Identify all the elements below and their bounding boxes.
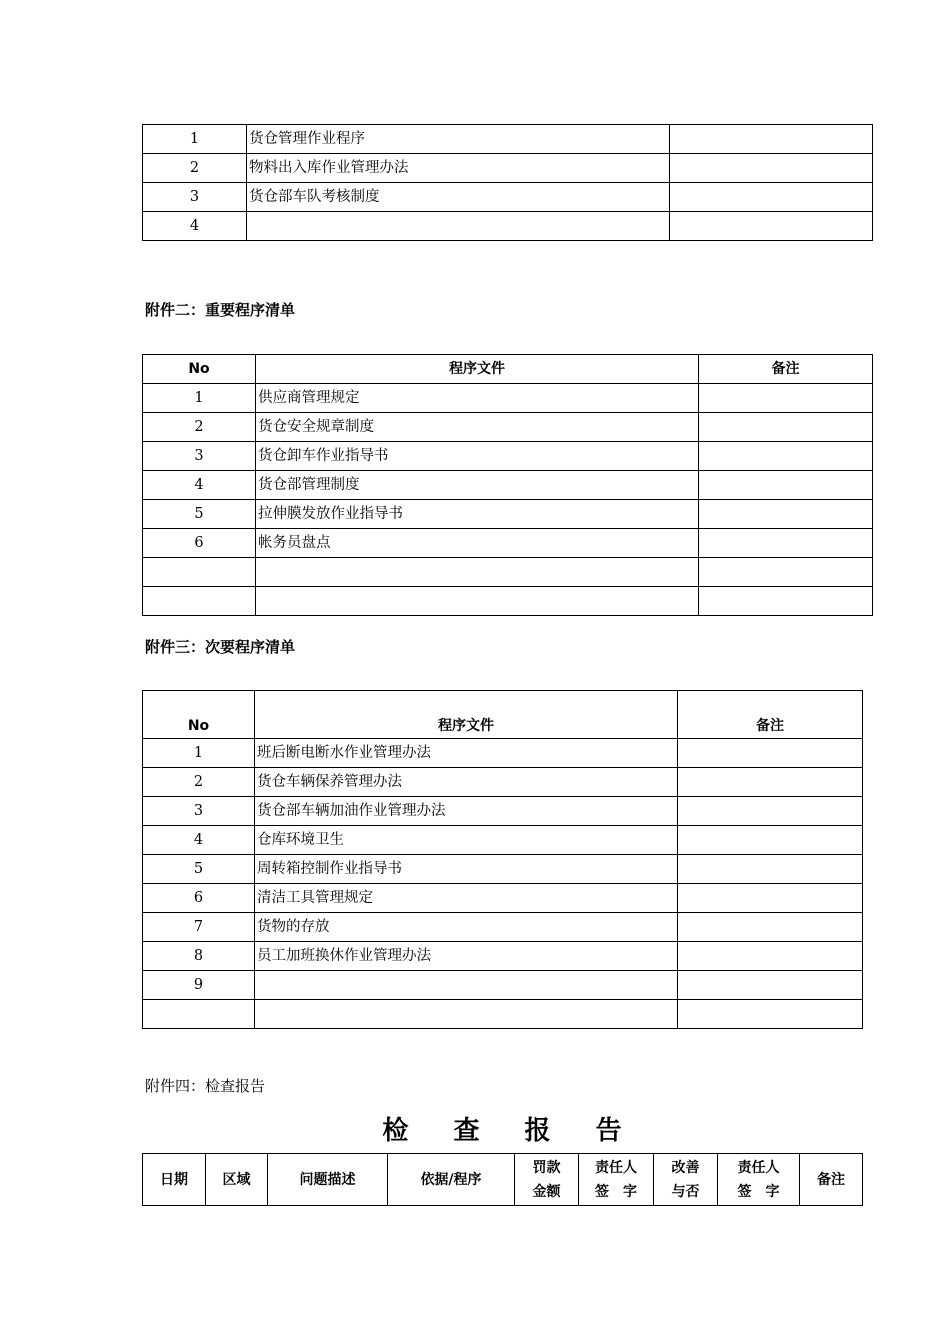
appendix4-heading: 附件四：检查报告 — [145, 1077, 266, 1095]
responsible2-label-line1: 责任人 — [737, 1159, 780, 1176]
procedure-name: 班后断电断水作业管理办法 — [255, 739, 678, 768]
table-row — [143, 768, 863, 797]
procedure-name: 物料出入库作业管理办法 — [247, 154, 670, 183]
responsible-label-line1: 责任人 — [595, 1159, 637, 1176]
row-number: 4 — [143, 826, 255, 855]
row-note — [699, 384, 873, 413]
row-note — [699, 529, 873, 558]
table-row — [143, 1000, 863, 1029]
inspection-report-table — [142, 1153, 863, 1206]
table-row — [143, 587, 873, 616]
row-note — [699, 413, 873, 442]
improved-label-line1: 改善 — [671, 1159, 700, 1176]
row-number: 3 — [143, 183, 247, 212]
row-note — [678, 884, 863, 913]
row-number: 4 — [143, 471, 256, 500]
procedure-name — [255, 1000, 678, 1029]
table-row — [143, 797, 863, 826]
appendix2-heading: 附件二：重要程序清单 — [145, 301, 296, 319]
row-note — [678, 739, 863, 768]
responsible-label-line2: 签 字 — [595, 1183, 637, 1200]
important-procedures-table — [142, 354, 873, 616]
table-row — [143, 471, 873, 500]
responsible2-label-line2: 签 字 — [737, 1183, 780, 1200]
procedure-name: 清洁工具管理规定 — [255, 884, 678, 913]
column-header-note: 备注 — [678, 691, 863, 739]
column-header-problem: 问题描述 — [268, 1154, 388, 1206]
row-number — [143, 558, 256, 587]
row-note — [678, 855, 863, 884]
table-row — [143, 384, 873, 413]
table-row — [143, 500, 873, 529]
column-header-area: 区域 — [206, 1154, 268, 1206]
row-note — [678, 797, 863, 826]
table-row — [143, 413, 873, 442]
table-row — [143, 913, 863, 942]
secondary-procedures-table — [142, 690, 863, 1029]
row-number: 7 — [143, 913, 255, 942]
column-header-fine — [515, 1154, 579, 1206]
row-note — [670, 183, 873, 212]
improved-label-line2: 与否 — [671, 1183, 700, 1200]
table-row — [143, 855, 863, 884]
procedure-name: 员工加班换休作业管理办法 — [255, 942, 678, 971]
row-note — [699, 471, 873, 500]
procedure-name: 帐务员盘点 — [256, 529, 699, 558]
table-row — [143, 125, 873, 154]
table-row — [143, 942, 863, 971]
table-row — [143, 442, 873, 471]
row-note — [699, 587, 873, 616]
row-note — [678, 913, 863, 942]
row-number: 2 — [143, 413, 256, 442]
row-number: 9 — [143, 971, 255, 1000]
column-header-procedure: 程序文件 — [256, 355, 699, 384]
report-title: 检 查 报 告 — [382, 1116, 640, 1146]
row-number: 2 — [143, 154, 247, 183]
row-note — [670, 212, 873, 241]
fine-label-line1: 罚款 — [532, 1159, 561, 1176]
column-header-no: No — [143, 355, 256, 384]
row-note — [670, 154, 873, 183]
procedure-name: 货仓安全规章制度 — [256, 413, 699, 442]
table-row — [143, 826, 863, 855]
column-header-procedure: 程序文件 — [255, 691, 678, 739]
column-header-responsible-signature-2 — [718, 1154, 800, 1206]
table-row — [143, 739, 863, 768]
procedure-name: 周转箱控制作业指导书 — [255, 855, 678, 884]
row-number — [143, 587, 256, 616]
row-number: 1 — [143, 125, 247, 154]
row-number: 1 — [143, 739, 255, 768]
procedure-name — [256, 558, 699, 587]
procedure-list-table — [142, 124, 873, 241]
row-note — [699, 442, 873, 471]
procedure-name: 货仓部车辆加油作业管理办法 — [255, 797, 678, 826]
row-number: 3 — [143, 442, 256, 471]
procedure-name — [256, 587, 699, 616]
row-note — [699, 500, 873, 529]
table-row — [143, 971, 863, 1000]
procedure-name: 货物的存放 — [255, 913, 678, 942]
column-header-note: 备注 — [800, 1154, 863, 1206]
row-note — [670, 125, 873, 154]
procedure-name: 货仓管理作业程序 — [247, 125, 670, 154]
row-number: 8 — [143, 942, 255, 971]
row-number: 5 — [143, 855, 255, 884]
column-header-date: 日期 — [143, 1154, 206, 1206]
procedure-name — [255, 971, 678, 1000]
row-note — [678, 826, 863, 855]
column-header-improved — [654, 1154, 718, 1206]
table-row — [143, 884, 863, 913]
appendix3-heading: 附件三：次要程序清单 — [145, 638, 296, 656]
row-number — [143, 1000, 255, 1029]
procedure-name: 拉伸膜发放作业指导书 — [256, 500, 699, 529]
row-number: 5 — [143, 500, 256, 529]
column-header-basis: 依据/程序 — [388, 1154, 515, 1206]
row-number: 6 — [143, 884, 255, 913]
row-number: 2 — [143, 768, 255, 797]
row-number: 4 — [143, 212, 247, 241]
table-row — [143, 558, 873, 587]
column-header-note: 备注 — [699, 355, 873, 384]
row-number: 3 — [143, 797, 255, 826]
procedure-name: 供应商管理规定 — [256, 384, 699, 413]
table-row — [143, 529, 873, 558]
procedure-name: 货仓车辆保养管理办法 — [255, 768, 678, 797]
row-note — [678, 1000, 863, 1029]
row-number: 1 — [143, 384, 256, 413]
procedure-name — [247, 212, 670, 241]
table-row — [143, 183, 873, 212]
row-note — [678, 942, 863, 971]
procedure-name: 货仓部管理制度 — [256, 471, 699, 500]
row-number: 6 — [143, 529, 256, 558]
row-note — [699, 558, 873, 587]
procedure-name: 货仓部车队考核制度 — [247, 183, 670, 212]
table-row — [143, 154, 873, 183]
row-note — [678, 971, 863, 1000]
procedure-name: 货仓卸车作业指导书 — [256, 442, 699, 471]
row-note — [678, 768, 863, 797]
column-header-responsible-signature — [579, 1154, 654, 1206]
table-row — [143, 212, 873, 241]
column-header-no: No — [143, 691, 255, 739]
fine-label-line2: 金额 — [532, 1183, 561, 1200]
procedure-name: 仓库环境卫生 — [255, 826, 678, 855]
